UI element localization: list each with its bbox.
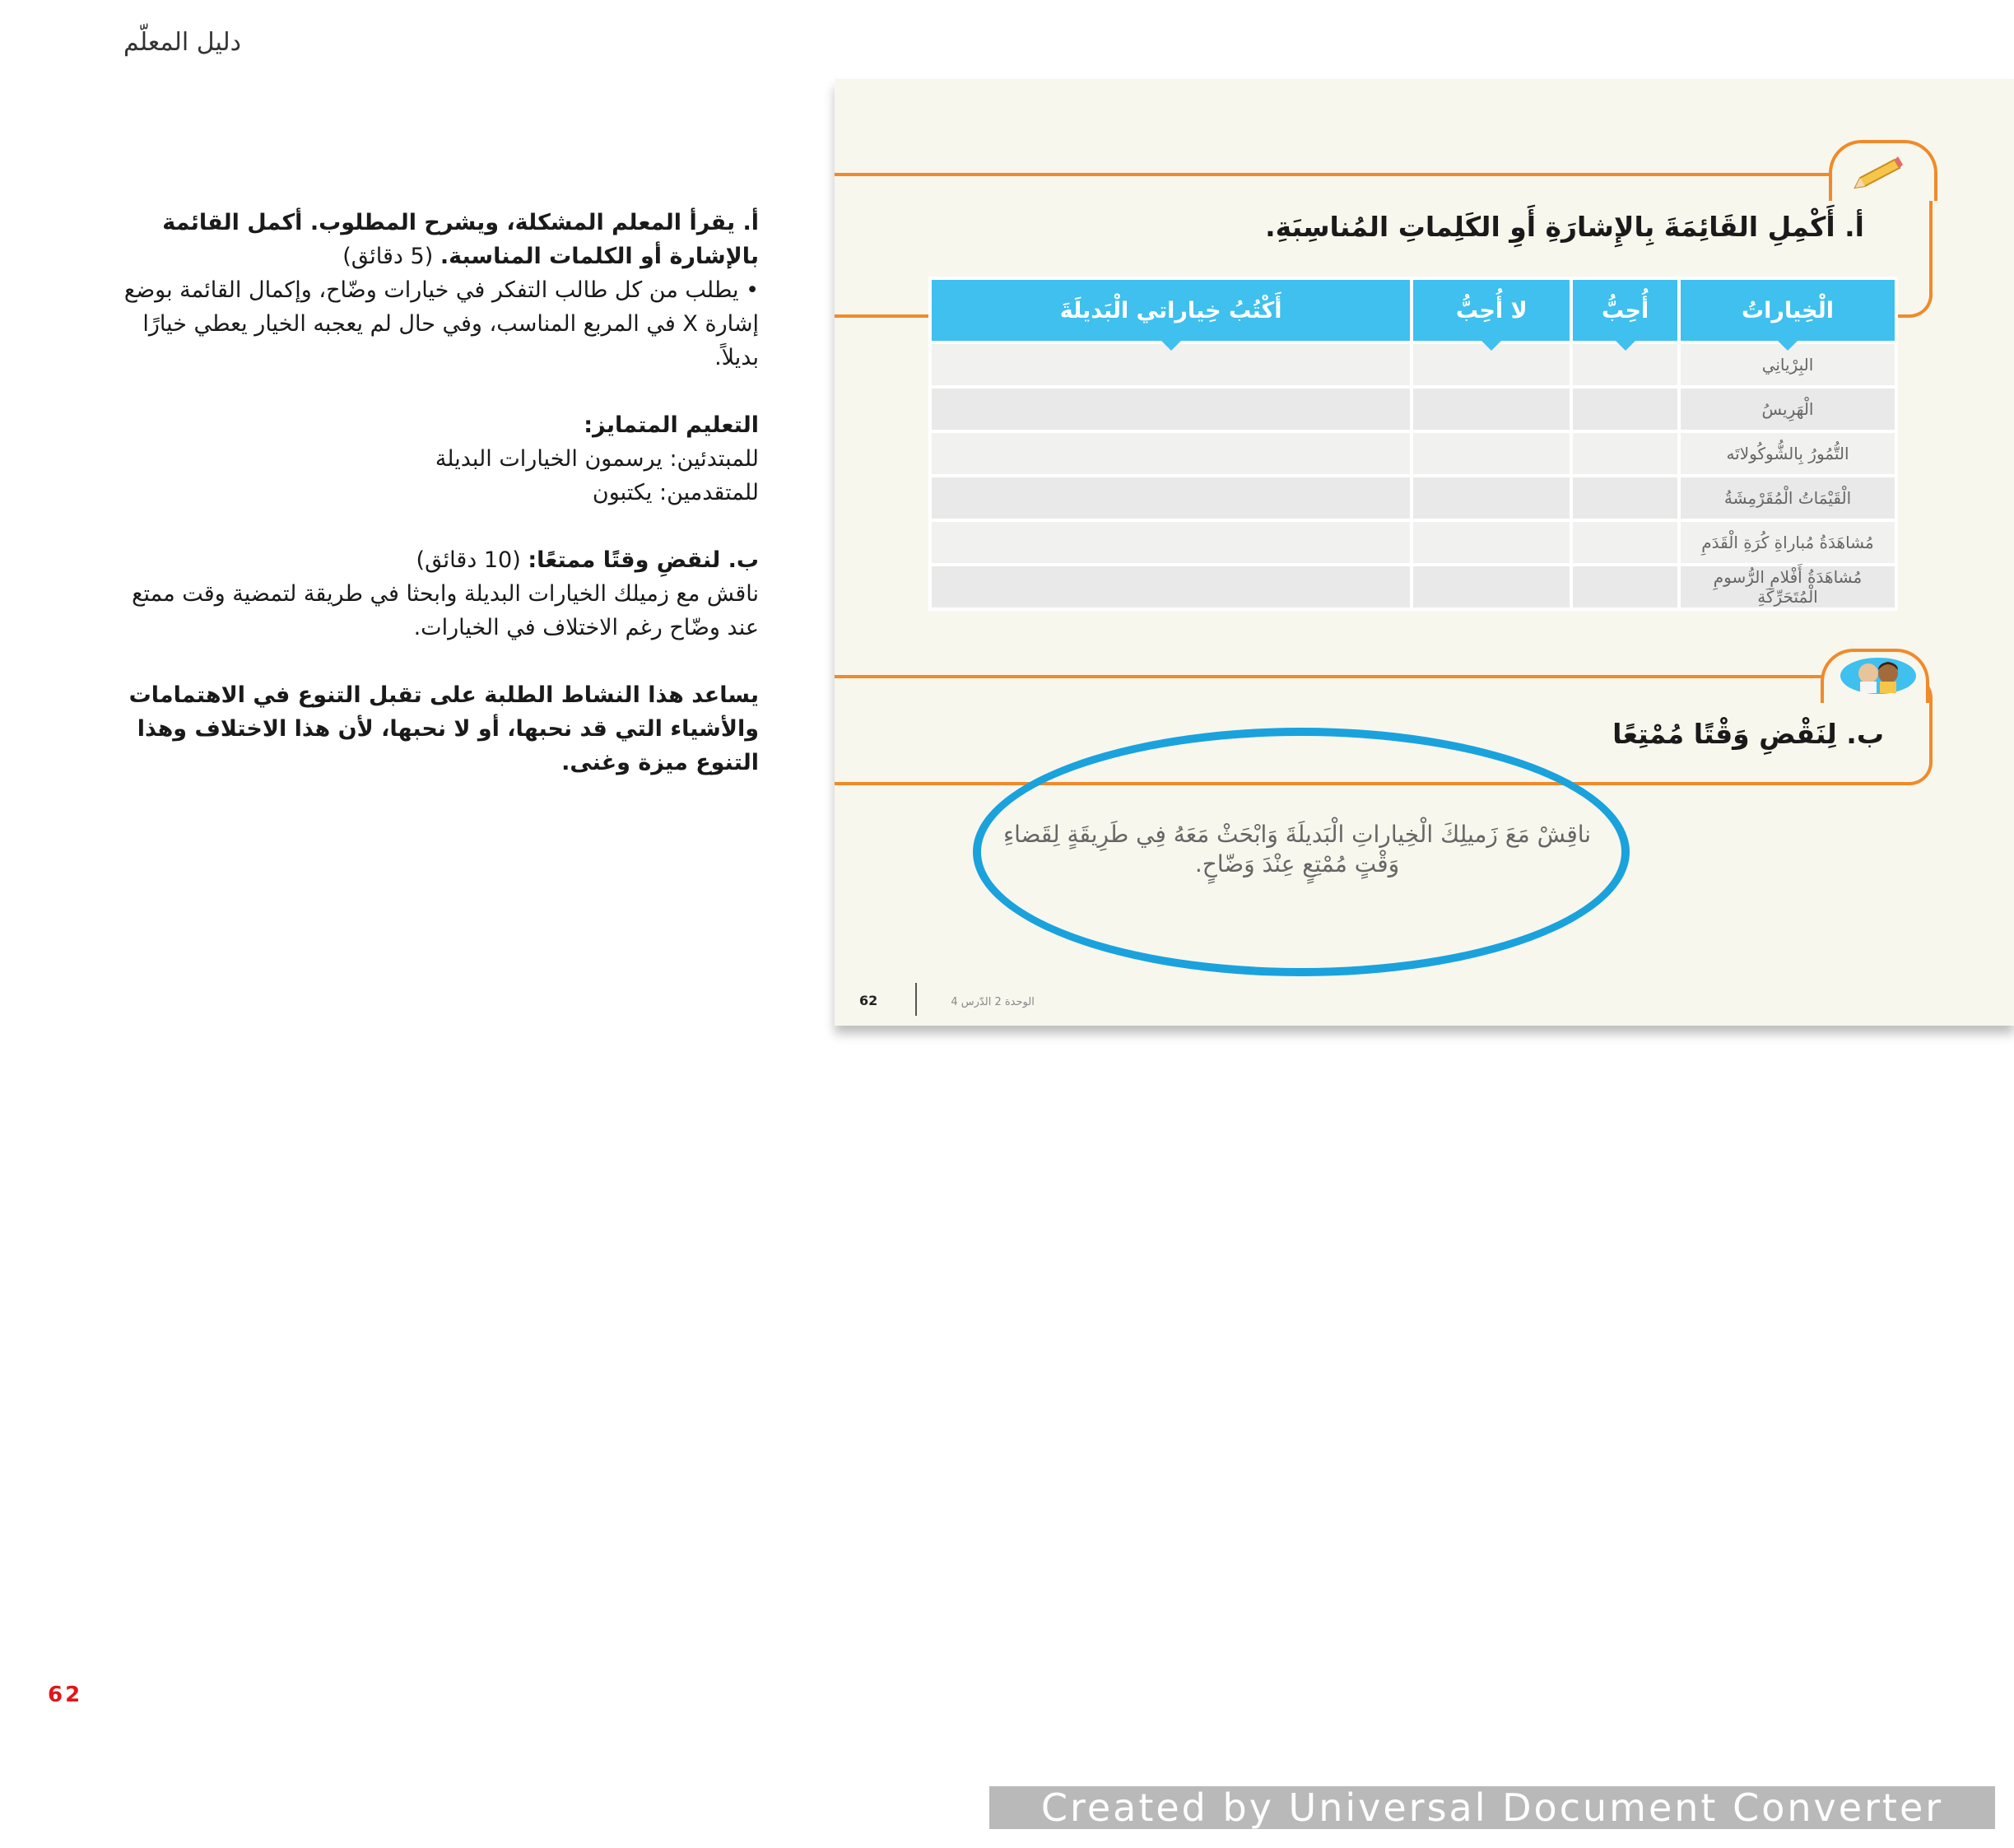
table-row: [932, 477, 1895, 519]
differentiation-beginners: للمبتدئين: يرسمون الخيارات البديلة: [435, 446, 759, 472]
pencil-icon: [1849, 155, 1906, 193]
option-cell: التُّمُورُ بِالشُّوكُولاتَه: [1681, 433, 1895, 474]
dislike-cell[interactable]: [1413, 522, 1570, 563]
options-table: [928, 277, 1898, 611]
page-number: 62: [48, 1683, 83, 1707]
option-cell: مُشاهَدَةُ أَفْلامِ الرُّسومِ الْمُتَحَرِّكَةِ: [1681, 566, 1895, 607]
alternative-cell[interactable]: [932, 477, 1410, 519]
dislike-cell[interactable]: [1413, 389, 1570, 430]
alternative-cell[interactable]: [932, 433, 1410, 474]
header-like: أُحِبُّ: [1573, 280, 1677, 341]
children-icon: [1837, 655, 1919, 696]
like-cell[interactable]: [1573, 433, 1677, 474]
table-row: [932, 344, 1895, 385]
option-cell: مُشاهَدَةُ مُباراةِ كُرَةِ الْقَدَمِ: [1681, 522, 1895, 563]
discussion-text: ناقِشْ مَعَ زَميلِكَ الْخِياراتِ الْبَديلَةَ وَابْحَثْ مَعَهُ فِي طَرِيقَةٍ لِقَضاءِ وَقْتٍ مُمْتِعٍ عِنْدَ وَضّاحٍ.: [1002, 821, 1592, 877]
option-cell: الْهَرِيسُ: [1681, 389, 1895, 430]
alternative-cell[interactable]: [932, 566, 1410, 607]
header-dislike: لا أُحِبُّ: [1413, 280, 1570, 341]
unit-lesson-label: الوحدة 2 الدّرس 4: [951, 996, 1035, 1008]
like-cell[interactable]: [1573, 566, 1677, 607]
table-row: [932, 389, 1895, 430]
dislike-cell[interactable]: [1413, 433, 1570, 474]
student-page-footer: [859, 993, 1035, 1008]
like-cell[interactable]: [1573, 477, 1677, 519]
converter-watermark: Created by Universal Document Converter: [989, 1786, 1995, 1829]
activity-b-title: ب. لِنَقْضِ وَقْتًا مُمْتِعًا: [1612, 718, 1884, 750]
section-a-title: أ. يقرأ المعلم المشكلة، ويشرح المطلوب. أكمل القائمة بالإشارة أو الكلمات المناسبة.: [162, 210, 759, 269]
section-b-title: ب. لنقضِ وقتًا ممتعًا:: [528, 547, 759, 573]
header-options: الْخِياراتُ: [1681, 280, 1895, 341]
like-cell[interactable]: [1573, 522, 1677, 563]
option-cell: البِرْيانِي: [1681, 344, 1895, 385]
alternative-cell[interactable]: [932, 389, 1410, 430]
dislike-cell[interactable]: [1413, 477, 1570, 519]
activity-a-title: أ. أَكْمِلِ القَائِمَةَ بِالإِشارَةِ أَوِ الكَلِماتِ المُناسِبَةِ.: [1265, 211, 1864, 243]
section-b-text: ناقش مع زميلك الخيارات البديلة وابحثا في طريقة لتمضية وقت ممتع عند وضّاح رغم الاختلاف في الخيارات.: [132, 581, 759, 640]
differentiation-advanced: للمتقدمين: يكتبون: [592, 480, 759, 505]
dislike-cell[interactable]: [1413, 566, 1570, 607]
option-cell: الْقَيْمَاتُ الْمُقَرْمِشَةُ: [1681, 477, 1895, 519]
section-b-time: (10 دقائق): [416, 547, 521, 573]
table-row: [932, 566, 1895, 607]
differentiation-title: التعليم المتمايز:: [584, 412, 759, 438]
like-cell[interactable]: [1573, 389, 1677, 430]
header-alternatives: أَكْتُبُ خِياراتي الْبَديلَةَ: [932, 280, 1410, 341]
student-page-number: 62: [859, 993, 878, 1008]
activity-summary: يساعد هذا النشاط الطلبة على تقبل التنوع في الاهتمامات والأشياء التي قد نحبها، أو لا نحبها، لأن هذا الاختلاف وهذا التنوع ميزة وغنى.: [128, 682, 759, 775]
guide-title: دليل المعلّم: [123, 28, 241, 57]
student-book-page: [835, 79, 2014, 1026]
table-row: [932, 433, 1895, 474]
teacher-notes: [117, 206, 759, 780]
table-row: [932, 522, 1895, 563]
alternative-cell[interactable]: [932, 522, 1410, 563]
section-a-bullet: • يطلب من كل طالب التفكر في خيارات وضّاح، وإكمال القائمة بوضع إشارة X في المربع المناسب، وفي حال لم يعجبه الخيار يعطي خيارًا بديلاً.: [123, 277, 759, 370]
section-a-time: (5 دقائق): [342, 244, 434, 269]
